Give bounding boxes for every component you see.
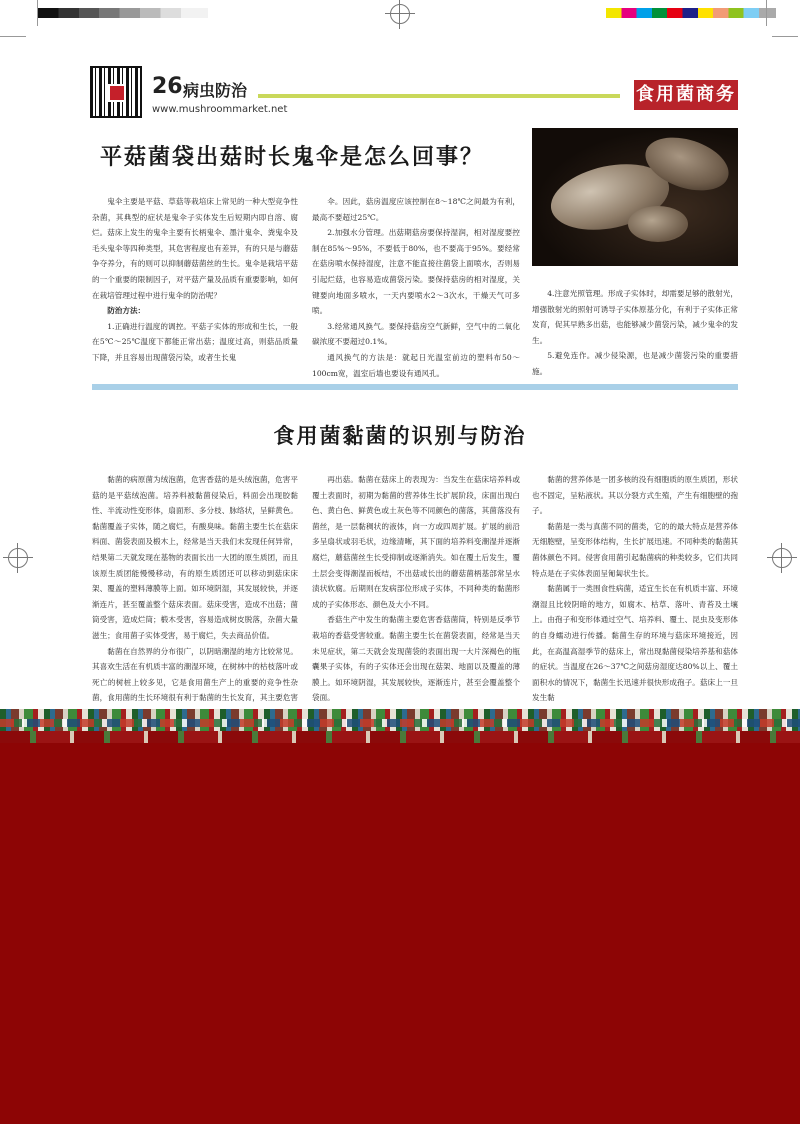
paragraph: 3.经常通风换气。要保持菇房空气新鲜，空气中的二氧化碳浓度不要超过0.1%。 <box>312 321 520 347</box>
paragraph: 黏菌的营养体是一团多核的没有细胞质的原生质团，形状也不固定，呈粘液状。其以分裂方式生殖，产生有细胞壁的孢子。 <box>532 475 738 516</box>
color-calibration-bar-right <box>606 8 776 18</box>
section-title: 病虫防治 <box>183 81 248 100</box>
paragraph: 5.避免连作。减少侵染源，也是减少菌袋污染的重要措施。 <box>532 351 738 376</box>
paragraph: 再出菇。黏菌在菇床上的表现为：当发生在菇床培养料或覆土表面时，初期为黏菌的营养体生长扩展阶段，床面出现白色、黄白色、鲜黄色或土灰色等不同颜色的菌落，其菌落没有菌丝，是一层黏稠状的液体，向一方或四周扩展。扩展的前沿多呈扇状或羽毛状，边缘清晰，其下面的培养料变潮湿并逐渐腐烂，蘑菇菌丝生长受抑制或逐渐消失。如在覆土后发生，覆土层会变得潮湿而板结，不出菇或长出的蘑菇菌柄基部常呈水渍状软腐。后期则在发病部位形成子实体，不同种类的黏菌形成的子实体形态、颜色及大小不同。 <box>312 475 520 609</box>
article1-column-2 <box>312 194 520 381</box>
registration-mark-right <box>772 548 792 568</box>
crop-mark <box>0 36 26 37</box>
mushroom-photo <box>532 128 738 266</box>
paragraph: 鬼伞主要是平菇、草菇等栽培床上常见的一种大型竞争性杂菌，其典型的症状是鬼伞子实体发生后短期内即自溶、腐烂。菇床上发生的鬼伞主要有长柄鬼伞、墨汁鬼伞、粪鬼伞及毛头鬼伞等四种类型，其危害程度也有差异，有的只是与蘑菇争夺养分，有的则可以抑制蘑菇菌丝的生长。鬼伞是栽培平菇的一个重要的限制因子，对平菇产量及品质有重要影响，如何在栽培管理过程中进行鬼伞的防治呢？ <box>92 197 298 300</box>
color-calibration-bar-left <box>38 8 208 18</box>
qr-code <box>90 66 142 118</box>
paragraph: 2.加强水分管理。出菇期菇房要保持湿润，相对湿度要控制在85%～95%，不要低于80%，也不要高于95%。要经常在菇房喷水保持湿度，注意不能直接往菌袋上面喷水，否则易引起烂菇，也容易造成菌袋污染。要保持菇房的相对湿度，关键要向地面多喷水，一天内要喷水2～3次水，干燥天气可多喷。 <box>312 228 520 316</box>
crop-mark <box>37 0 38 26</box>
article-title: 食用菌黏菌的识别与防治 <box>273 423 527 448</box>
paragraph: 香菇生产中发生的黏菌主要危害香菇菌筒，特别是反季节栽培的香菇受害较重。黏菌主要生长在菌袋表面，经常是当天未见症状，第二天就会发现菌袋的表面出现一大片深褐色的瓶囊果子实体，有的子实体还会出现在菇架、地面以及覆盖的薄膜上。如环境阴湿，其发展较快，逐渐连片，甚至会覆盖整个袋面。 <box>312 615 520 703</box>
paragraph: 1.正确进行温度的调控。平菇子实体的形成和生长，一般在5℃～25℃温度下都能正常出菇；温度过高，则菇品质量下降，并且容易出现菌袋污染，或者生长鬼 <box>92 321 298 362</box>
paragraph: 黏菌在自然界的分布很广，以阴暗潮湿的地方比较常见。其喜欢生活在有机质丰富的潮湿环境，在树林中的枯枝落叶或死亡的树桩上较多见，它是食用菌生产上的重要的竞争性杂菌，食用菌的生长环境很有利于黏菌的生长发育，其主要危害 <box>92 646 298 703</box>
article2-column-1 <box>92 472 298 710</box>
subheading: 防治方法： <box>107 306 146 316</box>
magazine-logo: 食用菌商务 <box>634 80 738 110</box>
paragraph: 黏菌的病原菌为绒泡菌，危害香菇的是头绒泡菌，危害平菇的是平菇绒泡菌。培养料被黏菌侵染后，料面会出现胶黏性、半流动性变形体，扇面形、多分枝、脉络状，呈鲜黄色。黏菌覆盖子实体，随之腐烂，有酸臭味。黏菌主要生长在菇床料面、菌袋表面及椴木上，经常是当天我们未发现任何异常，结果第二天就发现在基物的表面长出一大团的原生质团，而且该原生质团能慢慢移动，有的原生质团还可以移动到菇床床架、覆盖的塑料薄膜等上面。如环境阴湿，其发展较快，并逐渐连片，甚至覆盖整个菇床表面。菇床受害，造成不出菇；菌筒受害，造成烂筒；椴木受害，容易造成树皮脱落，杂菌大量滋生；食用菌子实体受害，易于腐烂，失去商品价值。 <box>92 475 298 640</box>
website-url: www.mushroommarket.net <box>152 104 288 115</box>
paragraph: 伞。因此，菇房温度应该控制在8～18℃之间最为有利，最高不要超过25℃。 <box>312 197 520 222</box>
article1-column-1 <box>92 194 298 366</box>
article-divider <box>92 384 738 390</box>
registration-mark-top <box>390 4 410 24</box>
image-corruption-band <box>0 709 800 743</box>
page-number: 26 <box>152 74 183 99</box>
paragraph: 黏菌属于一类围食性病菌，适宜生长在有机质丰富、环境潮湿且比较阴暗的地方，如腐木、枯草、落叶、青苔及土壤上。由孢子和变形体通过空气、培养料、覆土、昆虫及变形体的自身蠕动进行传播。黏菌生存的环境与菇床环境接近，因此，在高温高湿季节的菇床上，常出现黏菌侵染培养基和菇体的症状。当温度在26～37℃之间菇房湿度达80%以上、覆土面积水的情况下，黏菌生长迅速并很快形成孢子。菇床上一旦发生黏 <box>532 584 738 703</box>
header-rule <box>258 94 620 98</box>
corrupted-image-area <box>0 743 800 1124</box>
article1-column-3 <box>532 286 738 380</box>
article-title: 平菇菌袋出菇时长鬼伞是怎么回事？ <box>100 144 485 170</box>
crop-mark <box>766 0 767 26</box>
crop-mark <box>772 36 798 37</box>
paragraph: 黏菌是一类与真菌不同的菌类，它的的最大特点是营养体无细胞壁，呈变形体结构，生长扩展迅速。不同种类的黏菌其菌体颜色不同。侵害食用菌引起黏菌病的种类较多，它们共同特点是在子实体表面呈匍匐状生长。 <box>532 521 738 578</box>
registration-mark-left <box>8 548 28 568</box>
paragraph: 4.注意光照管理。形成子实体时，却需要足够的散射光，增强散射光的照射可诱导子实体原基分化，有利于子实体正常发育，促其早熟多出菇，也能够减少菌袋污染，减少鬼伞的发生。 <box>532 289 738 345</box>
article2-column-3 <box>532 472 738 710</box>
article2-column-2 <box>312 472 520 710</box>
paragraph: 通风换气的方法是：就起日光温室前边的塑料布50～100cm宽，温室后墙也要设有通风孔。 <box>312 352 520 378</box>
